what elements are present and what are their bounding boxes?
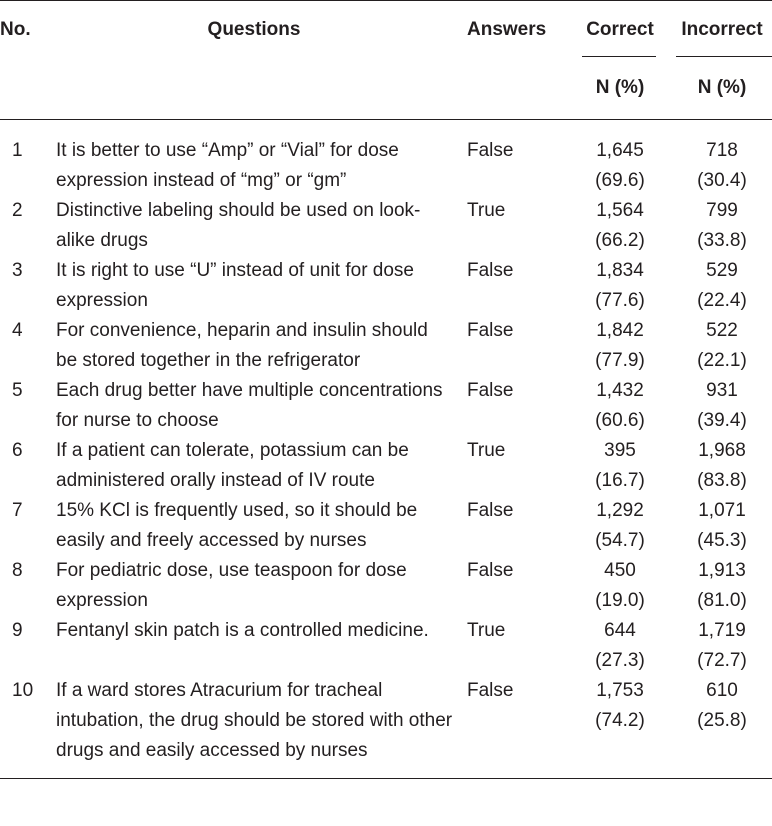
row-number: 9 xyxy=(12,620,23,641)
row-correct xyxy=(568,616,672,676)
row-number: 2 xyxy=(12,200,23,221)
correct-percent: (16.7) xyxy=(595,470,645,491)
correct-percent: (27.3) xyxy=(595,650,645,671)
correct-percent: (60.6) xyxy=(595,410,645,431)
row-answer: False xyxy=(461,676,568,779)
header-incorrect-label: Incorrect xyxy=(681,19,763,40)
table-row xyxy=(0,616,772,676)
row-incorrect xyxy=(672,316,772,376)
correct-count: 1,753 xyxy=(596,680,644,701)
table-row xyxy=(0,556,772,616)
row-question: For convenience, heparin and insulin should be stored together in the refrigerator xyxy=(56,320,428,371)
correct-count: 395 xyxy=(604,440,636,461)
header-incorrect xyxy=(672,1,772,56)
row-incorrect xyxy=(672,556,772,616)
subheader-empty-no xyxy=(0,55,47,120)
row-correct xyxy=(568,196,672,256)
incorrect-percent: (39.4) xyxy=(697,410,747,431)
row-number: 10 xyxy=(0,676,47,779)
correct-percent: (74.2) xyxy=(595,710,645,731)
header-questions: Questions xyxy=(47,1,461,56)
row-correct xyxy=(568,436,672,496)
subheader-incorrect: N (%) xyxy=(672,55,772,120)
row-question: If a patient can tolerate, potassium can be administered orally instead of IV route xyxy=(56,440,409,491)
incorrect-percent: (81.0) xyxy=(697,590,747,611)
correct-percent: (77.6) xyxy=(595,290,645,311)
correct-count: 1,564 xyxy=(596,200,644,221)
correct-percent: (77.9) xyxy=(595,350,645,371)
incorrect-count: 1,071 xyxy=(698,500,746,521)
row-correct xyxy=(568,556,672,616)
incorrect-percent: (83.8) xyxy=(697,470,747,491)
header-no: No. xyxy=(0,1,47,56)
row-incorrect xyxy=(672,616,772,676)
subheader-correct: N (%) xyxy=(568,55,672,120)
correct-percent: (54.7) xyxy=(595,530,645,551)
incorrect-count: 1,968 xyxy=(698,440,746,461)
row-question: Each drug better have multiple concentrations for nurse to choose xyxy=(56,380,443,431)
table-header xyxy=(0,1,772,120)
table-row xyxy=(0,120,772,197)
table-row xyxy=(0,316,772,376)
correct-count: 1,842 xyxy=(596,320,644,341)
row-correct xyxy=(568,496,672,556)
table-row xyxy=(0,496,772,556)
incorrect-count: 529 xyxy=(706,260,738,281)
row-question: It is right to use “U” instead of unit for dose expression xyxy=(56,260,415,311)
row-answer: False xyxy=(467,560,514,581)
incorrect-count: 610 xyxy=(706,680,738,701)
correct-count: 1,645 xyxy=(596,140,644,161)
row-question: Distinctive labeling should be used on look-alike drugs xyxy=(56,200,421,251)
table-row xyxy=(0,676,772,779)
incorrect-count: 931 xyxy=(706,380,738,401)
incorrect-count: 1,913 xyxy=(698,560,746,581)
correct-count: 1,292 xyxy=(596,500,644,521)
table-row xyxy=(0,256,772,316)
incorrect-count: 1,719 xyxy=(698,620,746,641)
row-answer: False xyxy=(467,380,514,401)
row-incorrect xyxy=(672,256,772,316)
correct-percent: (66.2) xyxy=(595,230,645,251)
table-row xyxy=(0,436,772,496)
row-number: 1 xyxy=(12,140,23,161)
row-answer: True xyxy=(467,200,506,221)
correct-percent: (19.0) xyxy=(595,590,645,611)
row-answer: False xyxy=(467,320,514,341)
correct-count: 450 xyxy=(604,560,636,581)
row-number: 3 xyxy=(12,260,23,281)
row-correct xyxy=(568,256,672,316)
header-answers: Answers xyxy=(461,1,568,56)
incorrect-count: 522 xyxy=(706,320,738,341)
incorrect-percent: (30.4) xyxy=(697,170,747,191)
subheader-row xyxy=(0,55,772,120)
row-correct xyxy=(568,676,672,779)
table-row xyxy=(0,196,772,256)
row-correct xyxy=(568,376,672,436)
row-number: 6 xyxy=(12,440,23,461)
incorrect-percent: (22.1) xyxy=(697,350,747,371)
incorrect-percent: (33.8) xyxy=(697,230,747,251)
row-number: 4 xyxy=(12,320,23,341)
row-question: Fentanyl skin patch is a controlled medicine. xyxy=(56,620,429,641)
row-correct xyxy=(568,120,672,197)
row-answer: False xyxy=(467,260,514,281)
incorrect-percent: (25.8) xyxy=(697,710,747,731)
row-question: 15% KCl is frequently used, so it should be easily and freely accessed by nurses xyxy=(56,500,418,551)
header-row xyxy=(0,1,772,56)
correct-count: 644 xyxy=(604,620,636,641)
row-number: 7 xyxy=(12,500,23,521)
incorrect-count: 799 xyxy=(706,200,738,221)
row-number: 8 xyxy=(12,560,23,581)
incorrect-percent: (22.4) xyxy=(697,290,747,311)
row-answer: False xyxy=(467,140,514,161)
row-answer: True xyxy=(467,440,506,461)
row-number: 5 xyxy=(12,380,23,401)
row-question: It is better to use “Amp” or “Vial” for dose expression instead of “mg” or “gm” xyxy=(56,140,399,191)
row-incorrect xyxy=(672,676,772,779)
subheader-empty-answers xyxy=(461,55,568,120)
row-incorrect xyxy=(672,436,772,496)
correct-count: 1,834 xyxy=(596,260,644,281)
table-row xyxy=(0,376,772,436)
row-incorrect xyxy=(672,120,772,197)
row-question: For pediatric dose, use teaspoon for dose expression xyxy=(56,560,407,611)
header-correct-label: Correct xyxy=(586,19,654,40)
row-incorrect xyxy=(672,376,772,436)
row-incorrect xyxy=(672,496,772,556)
table-body xyxy=(0,120,772,779)
row-incorrect xyxy=(672,196,772,256)
incorrect-percent: (45.3) xyxy=(697,530,747,551)
row-answer: True xyxy=(467,620,506,641)
header-correct xyxy=(568,1,672,56)
row-answer: False xyxy=(467,500,514,521)
subheader-empty-questions xyxy=(47,55,461,120)
incorrect-count: 718 xyxy=(706,140,738,161)
incorrect-percent: (72.7) xyxy=(697,650,747,671)
row-correct xyxy=(568,316,672,376)
correct-percent: (69.6) xyxy=(595,170,645,191)
row-question: If a ward stores Atracurium for tracheal intubation, the drug should be stored with other drugs and easily accessed by nurses xyxy=(47,676,461,779)
correct-count: 1,432 xyxy=(596,380,644,401)
